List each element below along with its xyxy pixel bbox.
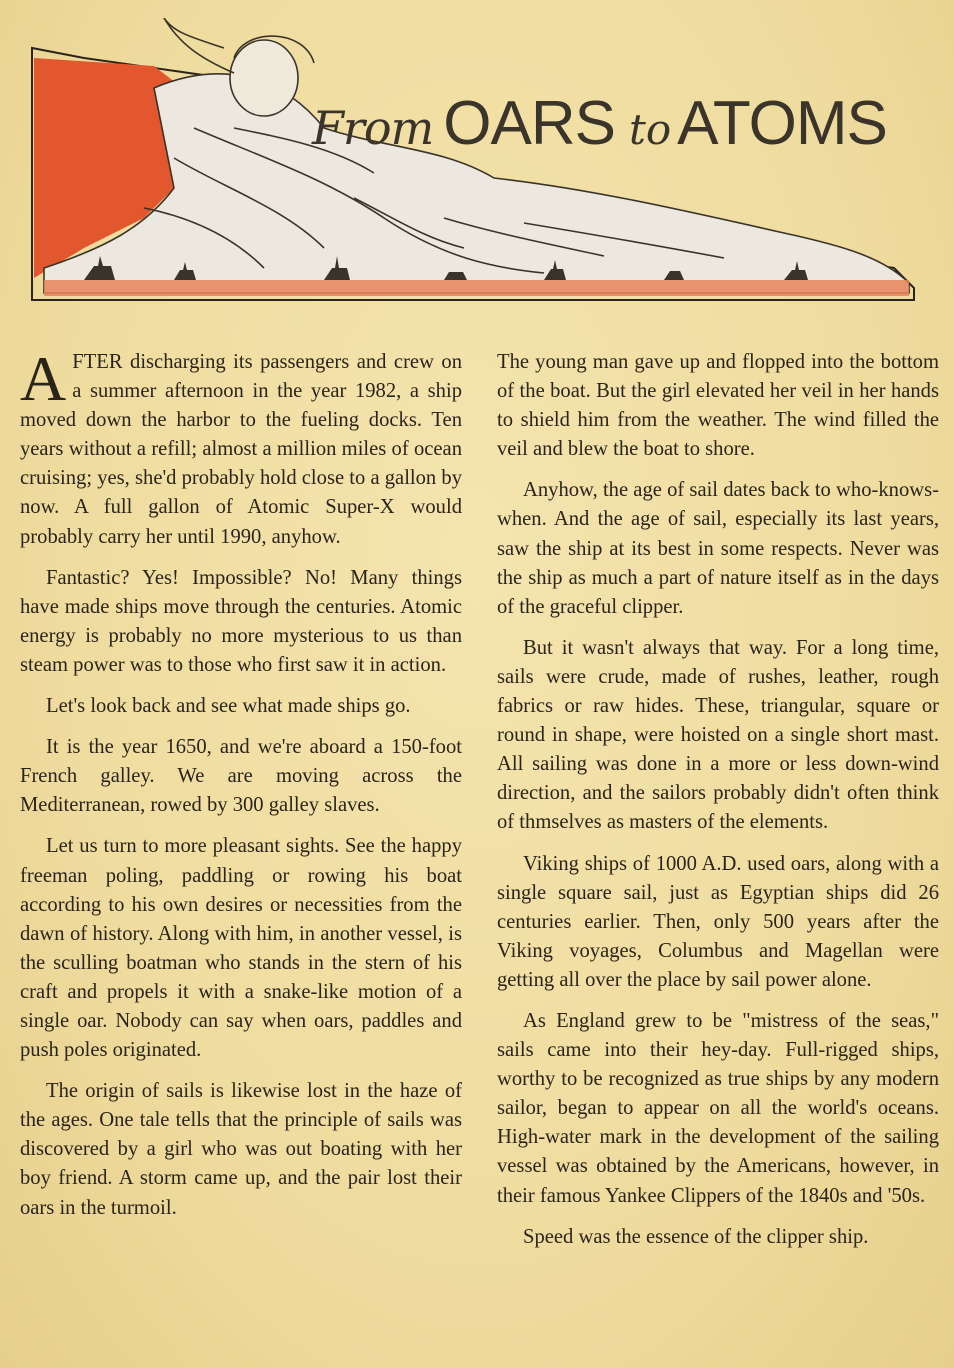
paragraph: Viking ships of 1000 A.D. used oars, along with a single square sail, just as Egyptian ships did 26 centuries earlier. Then, only 500 years after the Viking voyages, Columbus and Magellan were getting all over the place by sail power alone. <box>497 852 939 991</box>
article-right-column <box>497 348 939 1264</box>
paragraph-text: FTER discharging its passengers and crew on a summer afternoon in the year 1982, a ship moved down the harbor to the fueling docks. Ten years without a refill; almost a million miles of ocean cruising; yes, she'd probably hold close to a gallon by now. A full gallon of Atomic Super-X would probably carry her until 1990, anyhow. <box>20 351 462 548</box>
drop-cap: A <box>20 343 67 414</box>
title-oars: OARS <box>443 89 615 158</box>
paragraph: Let us turn to more pleasant sights. See the happy freeman poling, paddling or rowing his boat according to his own desires or necessities from the dawn of history. Along with him, in another vessel, is the sculling boatman who stands in the stern of his craft and propels it with a snake-like motion of a single oar. Nobody can say when oars, paddles and push poles originated. <box>20 835 462 1062</box>
title-banner <box>24 18 924 308</box>
paragraph: The origin of sails is likewise lost in the haze of the ages. One tale tells that the principle of sails was discovered by a girl who was out boating with her boy friend. A storm came up, and the pair lost their oars in the turmoil. <box>20 1080 462 1219</box>
paragraph: Anyhow, the age of sail dates back to who-knows-when. And the age of sail, especially its last years, saw the ship at its best in some respects. Never was the ship as much a part of nature itself as in the days of the graceful clipper. <box>497 479 939 618</box>
paragraph: As England grew to be "mistress of the seas," sails came into their hey-day. Full-rigged ships, worthy to be recognized as true ships by any modern sailor, began to appear on all the world's oceans. High-water mark in the development of the sailing vessel was obtained by the Americans, however, in their famous Yankee Clippers of the 1840s and '50s. <box>497 1009 939 1207</box>
paragraph: Let's look back and see what made ships go. <box>46 695 411 718</box>
paragraph: But it wasn't always that way. For a long time, sails were crude, made of rushes, leather, rough fabrics or raw hides. These, triangular, square or round in shape, were hoisted on a single short mast. All sailing was done in a more or less down-wind direction, and the sailors probably didn't often think of thmselves as masters of the elements. <box>497 636 939 834</box>
page-title <box>312 88 887 178</box>
paragraph: The young man gave up and flopped into the bottom of the boat. But the girl elevated her veil in her hands to shield him from the weather. The wind filled the veil and blew the boat to shore. <box>497 351 939 461</box>
paragraph <box>20 343 462 552</box>
paragraph: It is the year 1650, and we're aboard a 150-foot French galley. We are moving across the Mediterranean, rowed by 300 galley slaves. <box>20 736 462 817</box>
article-left-column <box>20 343 462 1235</box>
paragraph: Fantastic? Yes! Impossible? No! Many things have made ships move through the centuries. Atomic energy is probably no more mysterious to us than steam power was to those who first saw it in action. <box>20 566 462 676</box>
title-from: From <box>312 101 434 155</box>
title-to: to <box>628 105 672 154</box>
title-atoms: ATOMS <box>677 89 887 158</box>
paragraph: Speed was the essence of the clipper ship. <box>523 1225 869 1248</box>
